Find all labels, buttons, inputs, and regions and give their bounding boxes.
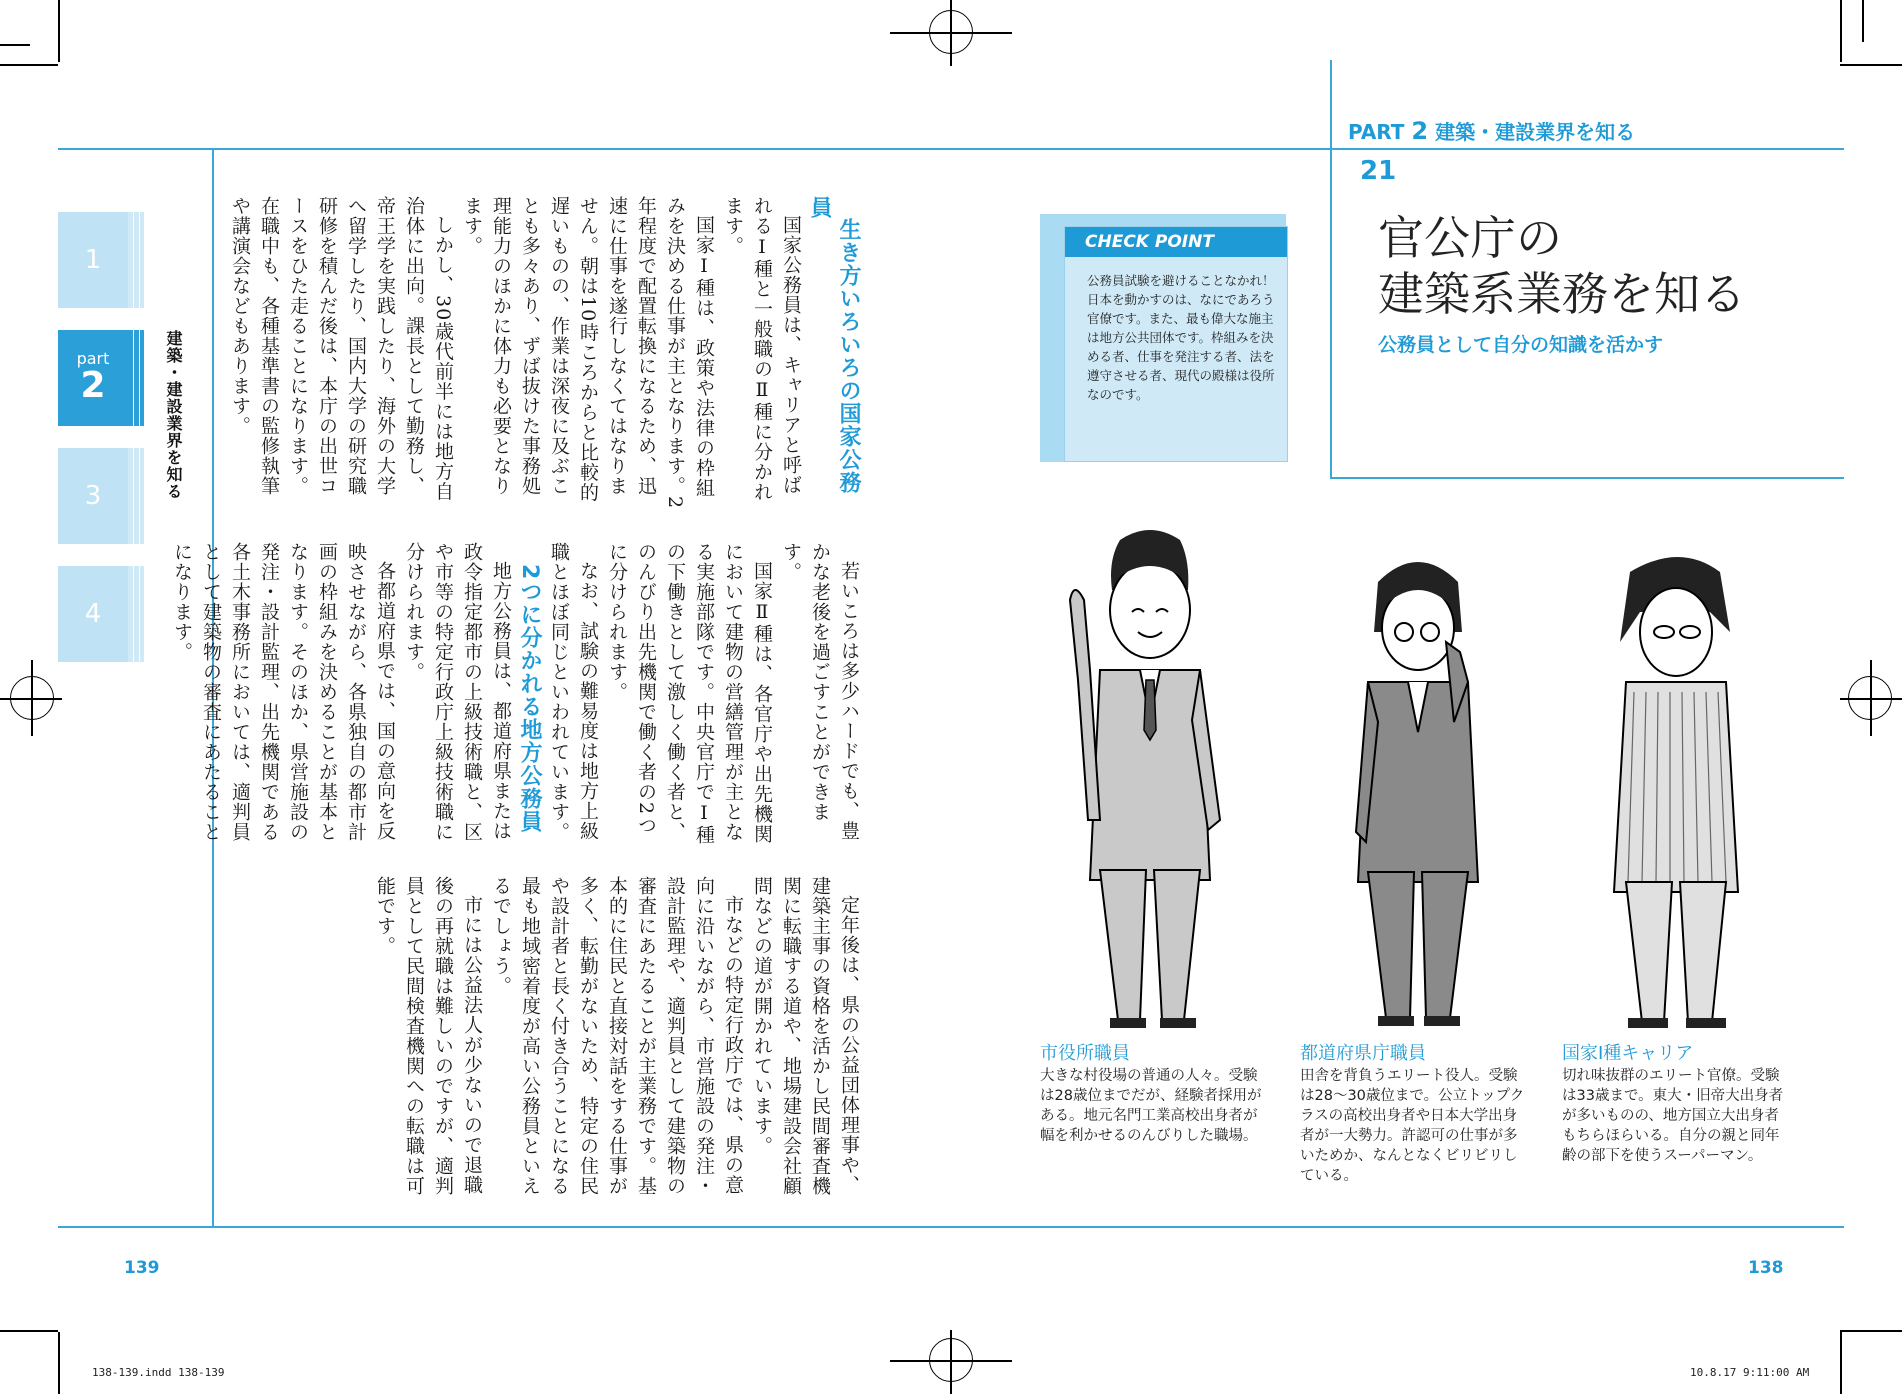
tab-label: 1 <box>84 245 102 275</box>
side-section-label: 建築・建設業界を知る <box>164 330 183 500</box>
checkpoint-text: 公務員試験を避けることなかれ！日本を動かすのは、なにであろう官僚です。また、最も偉大な施主は地方公共団体です。枠組みを決める者、仕事を発注する者、法を遵守させる者、現代の殿様は役所なのです。 <box>1087 273 1275 402</box>
paragraph: なお、試験の難易度は地方上級職とほぼ同じといわれています。 <box>548 542 599 842</box>
title-line-2: 建築系業務を知る <box>1378 267 1746 321</box>
illustration-national-career <box>1590 552 1760 1042</box>
tab-2[interactable] <box>58 330 144 426</box>
caption-prefecture-clerk <box>1300 1044 1525 1186</box>
page-title <box>1378 210 1746 322</box>
header-underline <box>1330 477 1844 479</box>
title-line-1: 官公庁の <box>1378 211 1562 265</box>
tab-label-prefix: part <box>76 349 110 368</box>
part-label: PART <box>1348 120 1405 144</box>
paragraph: 国家Ⅱ種は、各官庁や出先機関において建物の営繕管理が主となる実施部隊です。中央官庁でⅠ種の下働きとして激しく働く者と、のんびり出先機関で働く者の2つに分けられます。 <box>606 542 773 845</box>
body-text-lower <box>268 876 863 1196</box>
crop-mark <box>1840 64 1902 66</box>
caption-title: 市役所職員 <box>1040 1043 1130 1064</box>
caption-national-career <box>1562 1044 1787 1166</box>
paragraph: 国家公務員は、キャリアと呼ばれるⅠ種と一般職のⅡ種に分かれます。 <box>722 196 802 502</box>
crop-mark <box>1840 0 1842 62</box>
checkpoint-box <box>1064 226 1288 462</box>
top-rule <box>58 148 1844 150</box>
crop-mark <box>1840 1330 1902 1332</box>
part-header <box>1348 116 1635 145</box>
page-subtitle: 公務員として自分の知識を活かす <box>1378 334 1664 356</box>
page-number-left: 139 <box>124 1258 160 1278</box>
header-divider <box>1330 60 1332 478</box>
crop-mark <box>58 1332 60 1394</box>
registration-line <box>950 0 952 66</box>
crop-mark <box>1840 1332 1842 1394</box>
paragraph: 市には公益法人が少ないので退職後の再就職は難しいのですが、適判員として民間検査機関への転職は可能です。 <box>374 876 483 1196</box>
caption-city-clerk <box>1040 1044 1265 1146</box>
crop-mark <box>58 0 60 62</box>
caption-title: 国家Ⅰ種キャリア <box>1562 1043 1694 1064</box>
crop-mark <box>0 64 58 66</box>
crop-mark <box>1862 0 1864 42</box>
caption-text: 田舎を背負うエリート役人。受験は28～30歳位まで。公立トップクラスの高校出身者や日本大学出身者が一大勢力。許認可の仕事が多いためか、なんとなくビリビリしている。 <box>1300 1068 1525 1184</box>
slug-filename: 138-139.indd 138-139 <box>92 1366 225 1379</box>
body-text-middle <box>171 542 863 854</box>
paragraph: 市などの特定行政庁では、県の意向に沿いながら、市営施設の発注・設計監理や、適判員として建築物の審査にあたることが主業務です。基本的に住民と直接対話をする仕事が多く、転勤がないため、特定の住民や設計者と長く付き合うことになる最も地域密着度が高い公務員といえるでしょう。 <box>490 876 744 1196</box>
part-number: 2 <box>1411 117 1429 145</box>
illustration-prefecture-clerk <box>1338 552 1498 1040</box>
bottom-rule <box>58 1226 1844 1228</box>
checkpoint-heading: CHECK POINT <box>1065 227 1287 257</box>
paragraph: 定年後は、県の公益団体理事や、建築主事の資格を活かし民間審査機関に転職する道や、地場建設会社顧問などの道が開かれています。 <box>751 876 860 1196</box>
tab-label: 4 <box>84 599 102 629</box>
caption-text: 切れ味抜群のエリート官僚。受験は33歳まで。東大・旧帝大出身者が多いものの、地方国立大出身者もちらほらいる。自分の親と同年齢の部下を使うスーパーマン。 <box>1562 1068 1784 1164</box>
paragraph: 若いころは多少ハードでも、豊かな老後を過ごすことができます。 <box>780 542 860 841</box>
paragraph: しかし、30歳代前半には地方自治体に出向。課長として勤務し、帝王学を実践したり、海外の大学へ留学したり、国内大学の研究職研修を積んだ後は、本庁の出世コースをひた走ることになります。在職中も、各種基準書の監修執筆や講演会などもあります。 <box>229 196 454 502</box>
crop-mark <box>0 1330 58 1332</box>
registration-line <box>950 1330 952 1394</box>
tab-label: 2 <box>80 365 106 406</box>
page-number-right: 138 <box>1748 1258 1784 1278</box>
tab-4[interactable] <box>58 566 144 662</box>
crop-mark <box>0 44 30 46</box>
caption-title: 都道府県庁職員 <box>1300 1043 1426 1064</box>
paragraph: 地方公務員は、都道府県または政令指定都市の上級技術職と、区や市等の特定行政庁上級技術職に分けられます。 <box>403 542 512 842</box>
registration-line <box>31 660 33 736</box>
body-text-upper <box>229 196 863 514</box>
chapter-number: 21 <box>1360 156 1397 186</box>
paragraph: 各都道府県では、国の意向を反映させながら、各県独自の都市計画の枠組みを決めることが基本となります。そのほか、県営施設の発注・設計監理、出先機関である各土木事務所においては、適判員として建築物の審査にあたることになります。 <box>171 542 396 842</box>
tab-1[interactable] <box>58 212 144 308</box>
illustration-city-clerk <box>1060 520 1240 1040</box>
registration-line <box>1870 660 1872 736</box>
paragraph: 国家Ⅰ種は、政策や法律の枠組みを決める仕事が主となります。2年程度で配置転換になるため、迅速に仕事を遂行しなくてはなりません。朝は10時ころからと比較的遅いものの、作業は深夜に及ぶことも多々あり、ずば抜けた事務処理能力のほかに体力も必要となります。 <box>461 196 715 510</box>
slug-date: 10.8.17 9:11:00 AM <box>1690 1366 1810 1379</box>
tab-3[interactable] <box>58 448 144 544</box>
heading-local: 2つに分かれる地方公務員 <box>517 564 542 834</box>
heading-national: 生き方いろいろの国家公務員 <box>807 196 861 494</box>
tab-label: 3 <box>84 481 102 511</box>
caption-text: 大きな村役場の普通の人々。受験は28歳位までだが、経験者採用がある。地元名門工業高校出身者が幅を利かせるのんびりした職場。 <box>1040 1068 1262 1144</box>
part-title: 建築・建設業界を知る <box>1435 120 1636 144</box>
